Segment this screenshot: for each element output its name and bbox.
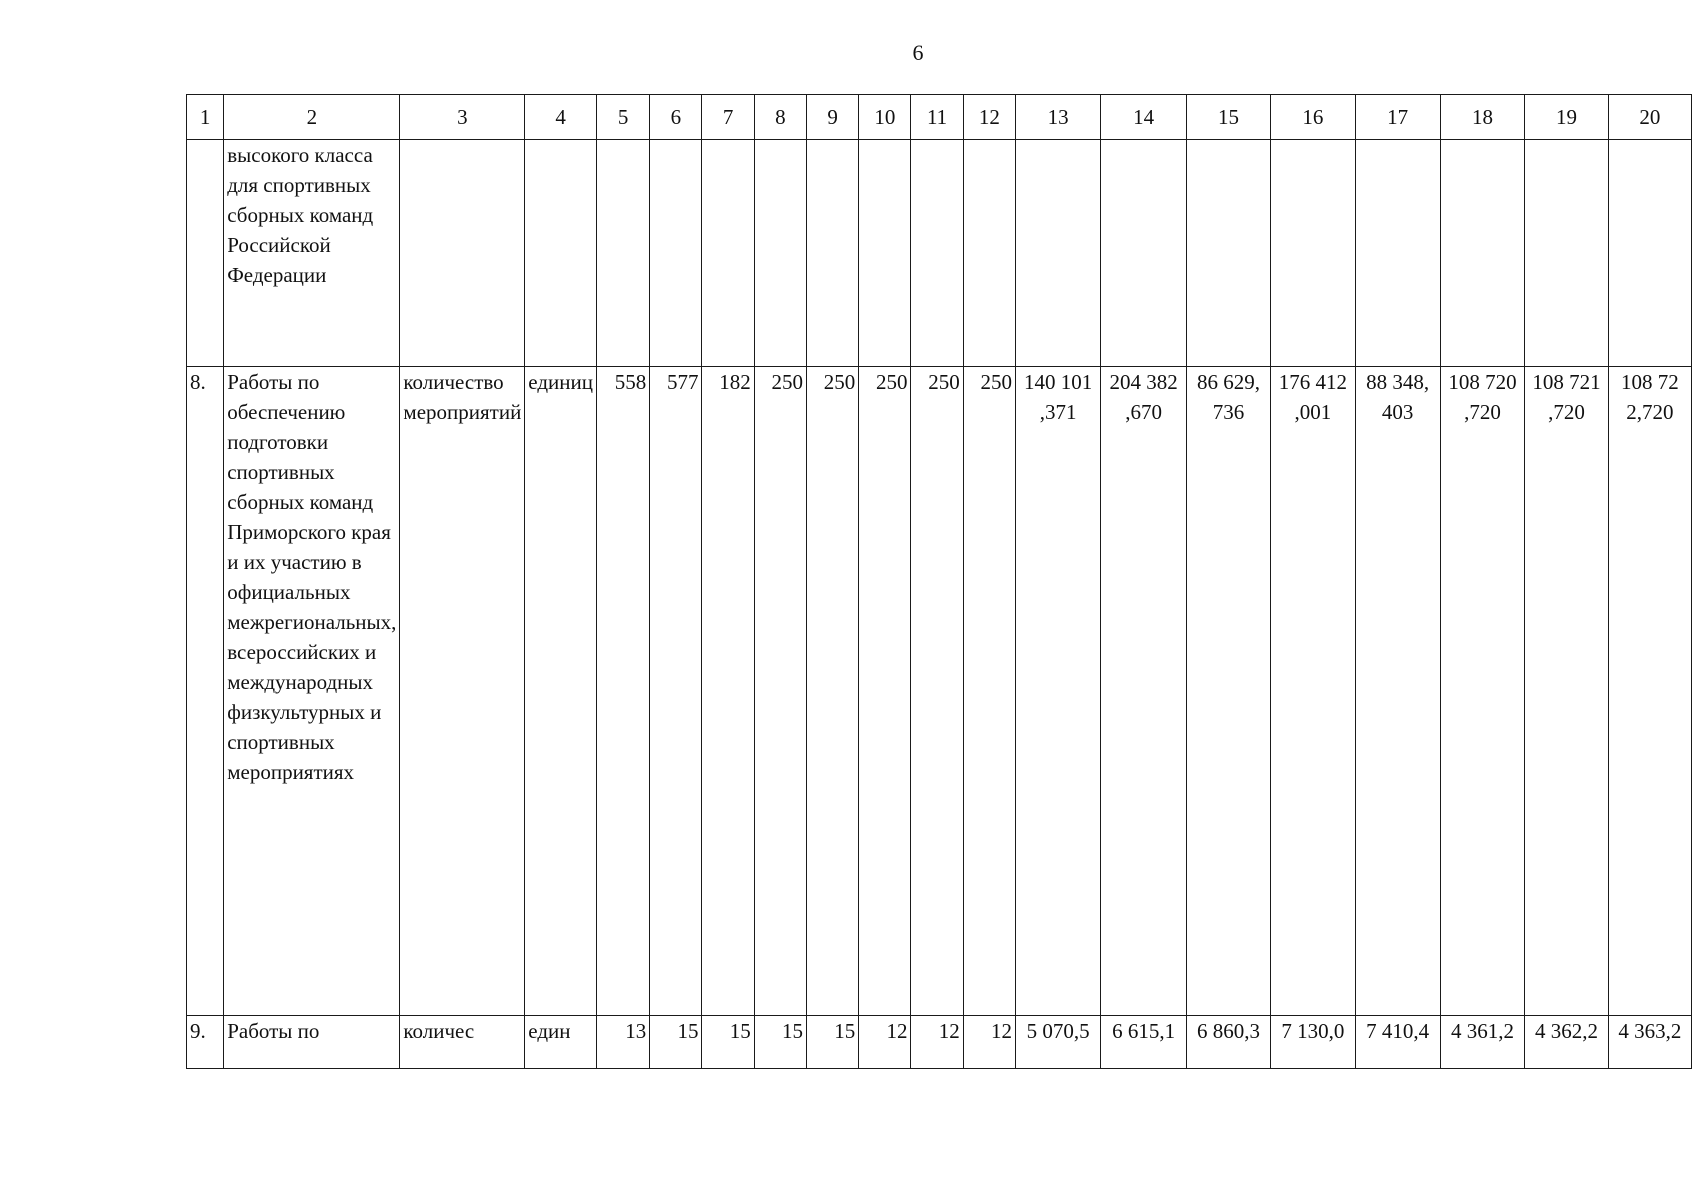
amount-line: 88 348,: [1366, 370, 1430, 394]
cell-value: 250: [963, 367, 1015, 1016]
cell-empty: [596, 140, 649, 367]
cell-empty: [963, 140, 1015, 367]
amount-line: ,670: [1125, 400, 1162, 424]
cell-empty: [911, 140, 963, 367]
header-cell: 12: [963, 95, 1015, 140]
amount-line: 108 721: [1532, 370, 1601, 394]
cell-amount: 5 070,5: [1015, 1016, 1100, 1069]
header-cell: 4: [525, 95, 597, 140]
amount-line: 176 412: [1278, 370, 1347, 394]
header-row: [187, 95, 1692, 140]
header-cell: 6: [650, 95, 702, 140]
table-row-8: [187, 367, 1692, 1016]
cell-unit: един: [525, 1016, 597, 1069]
header-cell: 14: [1101, 95, 1186, 140]
cell-value: 15: [806, 1016, 858, 1069]
cell-row-number: 9.: [187, 1016, 224, 1069]
cell-empty: [400, 140, 525, 367]
header-cell: 19: [1525, 95, 1609, 140]
cell-empty: [1101, 140, 1186, 367]
amount-line: 2,720: [1626, 400, 1674, 424]
header-cell: 17: [1355, 95, 1440, 140]
table-row-9: [187, 1016, 1692, 1069]
header-cell: 20: [1608, 95, 1691, 140]
cell-amount: [1101, 367, 1186, 1016]
header-cell: 1: [187, 95, 224, 140]
amount-line: 204 382: [1109, 370, 1178, 394]
cell-value: 250: [911, 367, 963, 1016]
amount-line: 736: [1212, 400, 1245, 424]
cell-name: Работы по: [224, 1016, 400, 1069]
cell-value: 15: [702, 1016, 754, 1069]
cell-row-number: 8.: [187, 367, 224, 1016]
cell-indicator: количес: [400, 1016, 525, 1069]
header-cell: 7: [702, 95, 754, 140]
cell-amount: [1355, 367, 1440, 1016]
cell-empty: [806, 140, 858, 367]
cell-unit: единиц: [525, 367, 597, 1016]
cell-name: высокого класса для спортивных сборных команд Российской Федерации: [224, 140, 400, 367]
cell-empty: [1271, 140, 1356, 367]
cell-value: 13: [596, 1016, 649, 1069]
amount-line: 140 101: [1024, 370, 1093, 394]
header-cell: 16: [1271, 95, 1356, 140]
cell-amount: 6 860,3: [1186, 1016, 1270, 1069]
cell-amount: [1271, 367, 1356, 1016]
amount-line: 108 720: [1448, 370, 1517, 394]
cell-value: 250: [754, 367, 806, 1016]
cell-value: 250: [859, 367, 911, 1016]
cell-value: 558: [596, 367, 649, 1016]
data-table: [186, 94, 1692, 1069]
amount-line: ,371: [1039, 400, 1077, 424]
cell-amount: [1525, 367, 1609, 1016]
cell-value: 12: [859, 1016, 911, 1069]
cell-empty: [1525, 140, 1609, 367]
cell-empty: [1608, 140, 1691, 367]
amount-line: ,720: [1464, 400, 1501, 424]
header-cell: 9: [806, 95, 858, 140]
cell-amount: [1015, 367, 1100, 1016]
cell-empty: [1355, 140, 1440, 367]
cell-amount: [1186, 367, 1270, 1016]
cell-value: 182: [702, 367, 754, 1016]
cell-value: 250: [806, 367, 858, 1016]
page-number: 6: [912, 40, 924, 65]
cell-amount: 4 361,2: [1440, 1016, 1525, 1069]
cell-amount: 7 130,0: [1271, 1016, 1356, 1069]
header-cell: 15: [1186, 95, 1270, 140]
header-cell: 2: [224, 95, 400, 140]
header-cell: 13: [1015, 95, 1100, 140]
cell-amount: 7 410,4: [1355, 1016, 1440, 1069]
header-cell: 18: [1440, 95, 1525, 140]
cell-empty: [1186, 140, 1270, 367]
cell-value: 15: [650, 1016, 702, 1069]
amount-line: ,720: [1548, 400, 1585, 424]
cell-amount: 4 363,2: [1608, 1016, 1691, 1069]
cell-amount: 6 615,1: [1101, 1016, 1186, 1069]
cell-value: 12: [963, 1016, 1015, 1069]
amount-line: 108 72: [1621, 370, 1679, 394]
header-cell: 5: [596, 95, 649, 140]
header-cell: 3: [400, 95, 525, 140]
cell-amount: [1440, 367, 1525, 1016]
amount-line: 403: [1381, 400, 1414, 424]
cell-empty: [187, 140, 224, 367]
cell-empty: [650, 140, 702, 367]
header-cell: 10: [859, 95, 911, 140]
cell-empty: [1015, 140, 1100, 367]
cell-empty: [702, 140, 754, 367]
cell-value: 12: [911, 1016, 963, 1069]
cell-value: 15: [754, 1016, 806, 1069]
cell-empty: [859, 140, 911, 367]
cell-name: Работы по обеспечению подготовки спортивных сборных команд Приморского края и их участию в официальных межрегиональных, всероссийских и международных физкультурных и спортивных мероприятиях: [224, 367, 400, 1016]
cell-amount: 4 362,2: [1525, 1016, 1609, 1069]
cell-value: 577: [650, 367, 702, 1016]
cell-indicator: количество мероприятий: [400, 367, 525, 1016]
header-cell: 11: [911, 95, 963, 140]
amount-line: 86 629,: [1196, 370, 1260, 394]
header-cell: 8: [754, 95, 806, 140]
cell-amount: [1608, 367, 1691, 1016]
table-row-continuation: [187, 140, 1692, 367]
cell-empty: [754, 140, 806, 367]
cell-empty: [525, 140, 597, 367]
amount-line: ,001: [1294, 400, 1332, 424]
cell-empty: [1440, 140, 1525, 367]
